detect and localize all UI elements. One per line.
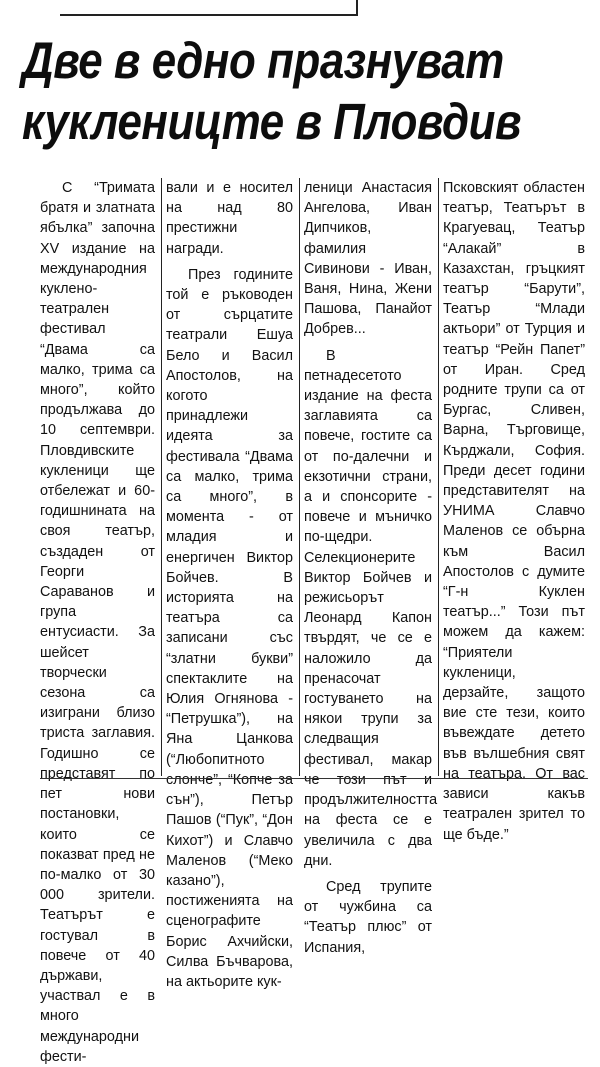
paragraph: В петнадесетото издание на феста заглавията са повече, гостите са от по-далечни и екзотични страни, а и спонсорите - повече и мъничко по-щедри. Селекционерите Виктор Бойчев и режисьорът Леонард Капон твърдят, че се е наложило да пренасочат гостуването на някои трупи за следващия фестивал, макар че този път и продължителността на феста се е увеличила с два дни. — [304, 347, 438, 869]
paragraph: Сред трупите от чужбина са “Театър плюс” от Испания, — [304, 878, 432, 956]
top-border-corner — [356, 0, 358, 15]
top-border-line — [60, 14, 358, 16]
article-column-4 — [443, 178, 585, 843]
paragraph: Псковският областен театър, Театърът в Крагуевац, Театър “Алакай” в Казахстан, гръцкият театър “Барути”, Театър “Млади актьори” от Турция и театър “Рейн Папет” от Иран. Сред родните трупи са от Бургас, Сливен, Варна, Търговище, Кърджали, София. Преди десет години представителят на УНИМА Славчо Маленов се обърна към Васил Апостолов с думите “Г-н Куклен театър...” Този път можем да кажем: “Приятели кукленици, дерзайте, защото вие сте тези, които въвеждате детето във вълшебния свят на театъра. От вас зависи какъв театрален зрител то ще бъде.” — [443, 180, 585, 843]
paragraph: През годините той е ръководен от сърцатите театрали Ешуа Бело и Васил Апостолов, на когото принадлежи идеята за фестивала “Двама са малко, трима са много”, в момента - от младия и енергичен Виктор Бойчев. В историята на театъра са записани със “златни букви” спектаклите на Юлия Огнянова - “Петрушка”), на Яна Цанкова (“Любопитното слонче”, “Копче за сън”), Петър Пашов (“Пук”, “Дон Кихот”) и Славчо Маленов (“Меко казано”), постиженията на сценографите Борис Ахчийски, Силва Бъчварова, на актьорите кук- — [166, 266, 293, 990]
article-column-2 — [166, 178, 293, 990]
article-column-1 — [40, 178, 155, 1065]
paragraph: леници Анастасия Ангелова, Иван Дипчиков, фамилия Сивинови - Иван, Ваня, Нина, Жени Пашова, Панайот Добрев... — [304, 180, 432, 338]
column-divider — [438, 178, 439, 776]
bottom-border-line — [40, 778, 588, 779]
headline — [22, 30, 522, 152]
headline-line-2: кукленицте в Пловдив — [22, 93, 522, 150]
column-divider — [299, 178, 300, 776]
headline-line-1: Две в едно празнуват — [22, 32, 504, 89]
paragraph: С “Тримата братя и златната ябълка” започна XV издание на международния куклено-театрален фестивал “Двама са малко, трима са много”, който продължава до 10 септември. Пловдивските кукленици ще отбележат и 60-годишнината на своя театър, създаден от Георги Сараванов и група ентусиасти. За шейсет творчески сезона са изиграни близо триста заглавия. Годишно се представят по пет нови постановки, които се показват пред не по-малко от 30 000 зрители. Театърът е гостувал в повече от 40 държави, участвал е в много международни фести- — [40, 180, 155, 1065]
column-divider — [161, 178, 162, 776]
paragraph: вали и е носител на над 80 престижни награди. — [166, 180, 293, 257]
article-column-3 — [304, 178, 438, 956]
article-body — [40, 178, 585, 1065]
